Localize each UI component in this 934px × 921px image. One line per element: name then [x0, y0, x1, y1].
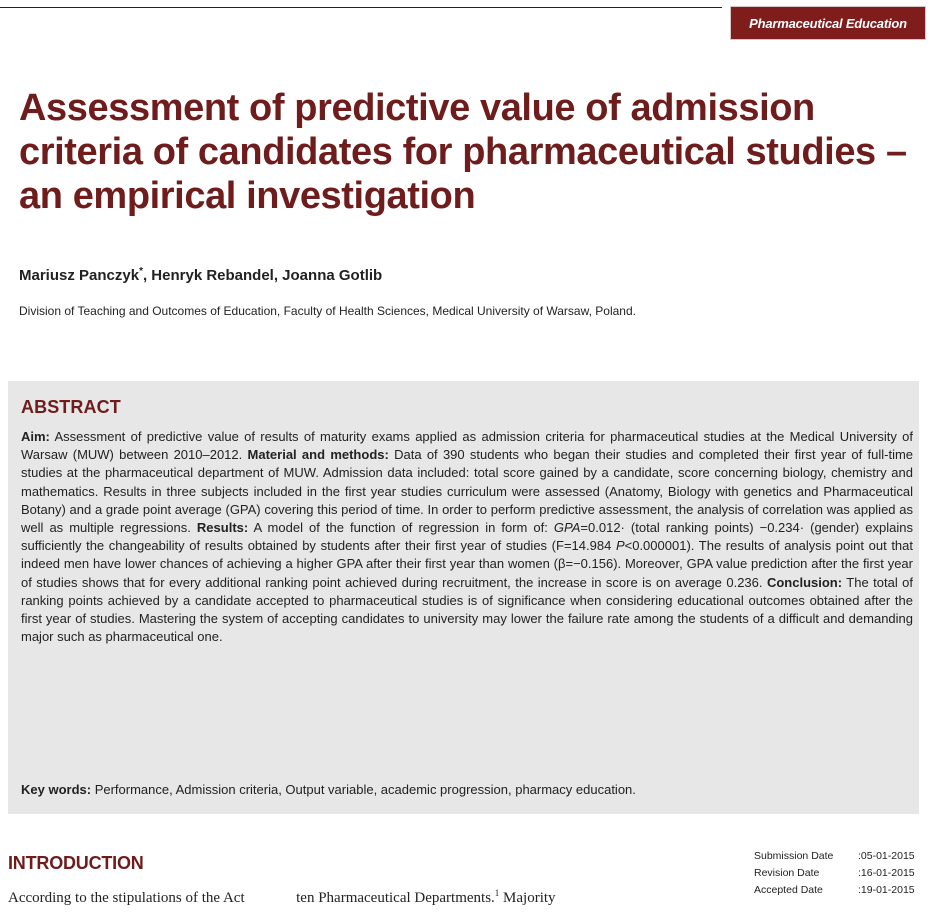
intro-right-tail: Majority — [499, 890, 556, 906]
results-label: Results: — [196, 520, 249, 536]
accepted-date-value: :19-01-2015 — [858, 884, 915, 896]
submission-date-row — [754, 848, 924, 865]
p-symbol: P — [615, 538, 625, 554]
abstract-heading: ABSTRACT — [21, 397, 121, 417]
first-author: Mariusz Panczyk — [19, 267, 140, 284]
corresponding-author-marker: * — [139, 266, 143, 277]
accepted-date-row — [754, 882, 924, 899]
other-authors: , Henryk Rebandel, Joanna Gotlib — [142, 267, 383, 284]
introduction-first-line — [8, 887, 728, 909]
revision-date-row — [754, 865, 924, 882]
abstract-box — [8, 381, 919, 814]
intro-left-column: According to the stipulations of the Act — [8, 890, 245, 906]
aim-text: Assessment of predictive value of results of maturity exams applied as admission criteria for pharmaceutical studies at the Medical University of Warsaw (MUW) between 2010–2012. — [21, 429, 913, 463]
authors — [19, 267, 382, 284]
results-text-2: =0.012· (total ranking points) −0.234· (gender) explains sufficiently the changeability of results obtained by students after their first year of studies (F=14.984 — [21, 520, 913, 554]
aim-label: Aim: — [21, 429, 50, 444]
intro-right-column: ten Pharmaceutical Departments. — [296, 890, 495, 906]
results-text-3: <0.000001). The results of analysis point out that indeed men have lower chances of achieving a higher GPA after their first year than women (β=−0.156). Moreover, GPA value prediction after the first year of studies shows that for every additional ranking point achieved during recruitment, the increase in score is on average 0.236. — [21, 538, 913, 590]
article-dates — [754, 848, 924, 899]
submission-date-value: :05-01-2015 — [858, 850, 915, 862]
results-text-1: A model of the function of regression in form of: — [248, 520, 554, 536]
revision-date-label: Revision Date — [754, 867, 820, 879]
top-rule — [0, 7, 722, 8]
keywords — [21, 781, 911, 799]
methods-label: Material and methods: — [247, 447, 389, 463]
keywords-label: Key words: — [21, 782, 92, 797]
affiliation: Division of Teaching and Outcomes of Education, Faculty of Health Sciences, Medical University of Warsaw, Poland. — [19, 304, 636, 318]
abstract-body — [21, 428, 913, 646]
conclusion-label: Conclusion: — [766, 574, 843, 590]
accepted-date-label: Accepted Date — [754, 884, 823, 896]
footnote-marker: 1 — [494, 888, 500, 898]
submission-date-label: Submission Date — [754, 850, 834, 862]
keywords-text: Performance, Admission criteria, Output variable, academic progression, pharmacy education. — [91, 782, 636, 797]
conclusion-text: The total of ranking points achieved by a candidate accepted to pharmaceutical studies is of significance when considering educational outcomes obtained after the first year of studies. Mastering the system of accepting candidates to university may lower the failure rate among the students of a difficult and demanding major such as pharmaceutical one. — [21, 574, 913, 645]
methods-text: Data of 390 students who began their studies and completed their first year of full-time studies at the pharmaceutical department of MUW. Admission data included: total score gained by a candidate, score concerning biology, chemistry and mathematics. Results in three subjects included in the first year studies curriculum were assessed (Anatomy, Biology with genetics and Pharmaceutical Botany) and a grade point average (GPA) covering this period of time. In order to perform predictive assessment, the analysis of correlation was applied as well as multiple regressions. — [21, 447, 914, 536]
introduction-heading: INTRODUCTION — [8, 853, 144, 873]
article-title: Assessment of predictive value of admission criteria of candidates for pharmaceutical studies – an empirical investigation — [19, 87, 907, 217]
revision-date-value: :16-01-2015 — [858, 867, 915, 879]
section-tag: Pharmaceutical Education — [730, 6, 926, 40]
gpa-formula: GPA — [553, 520, 581, 536]
